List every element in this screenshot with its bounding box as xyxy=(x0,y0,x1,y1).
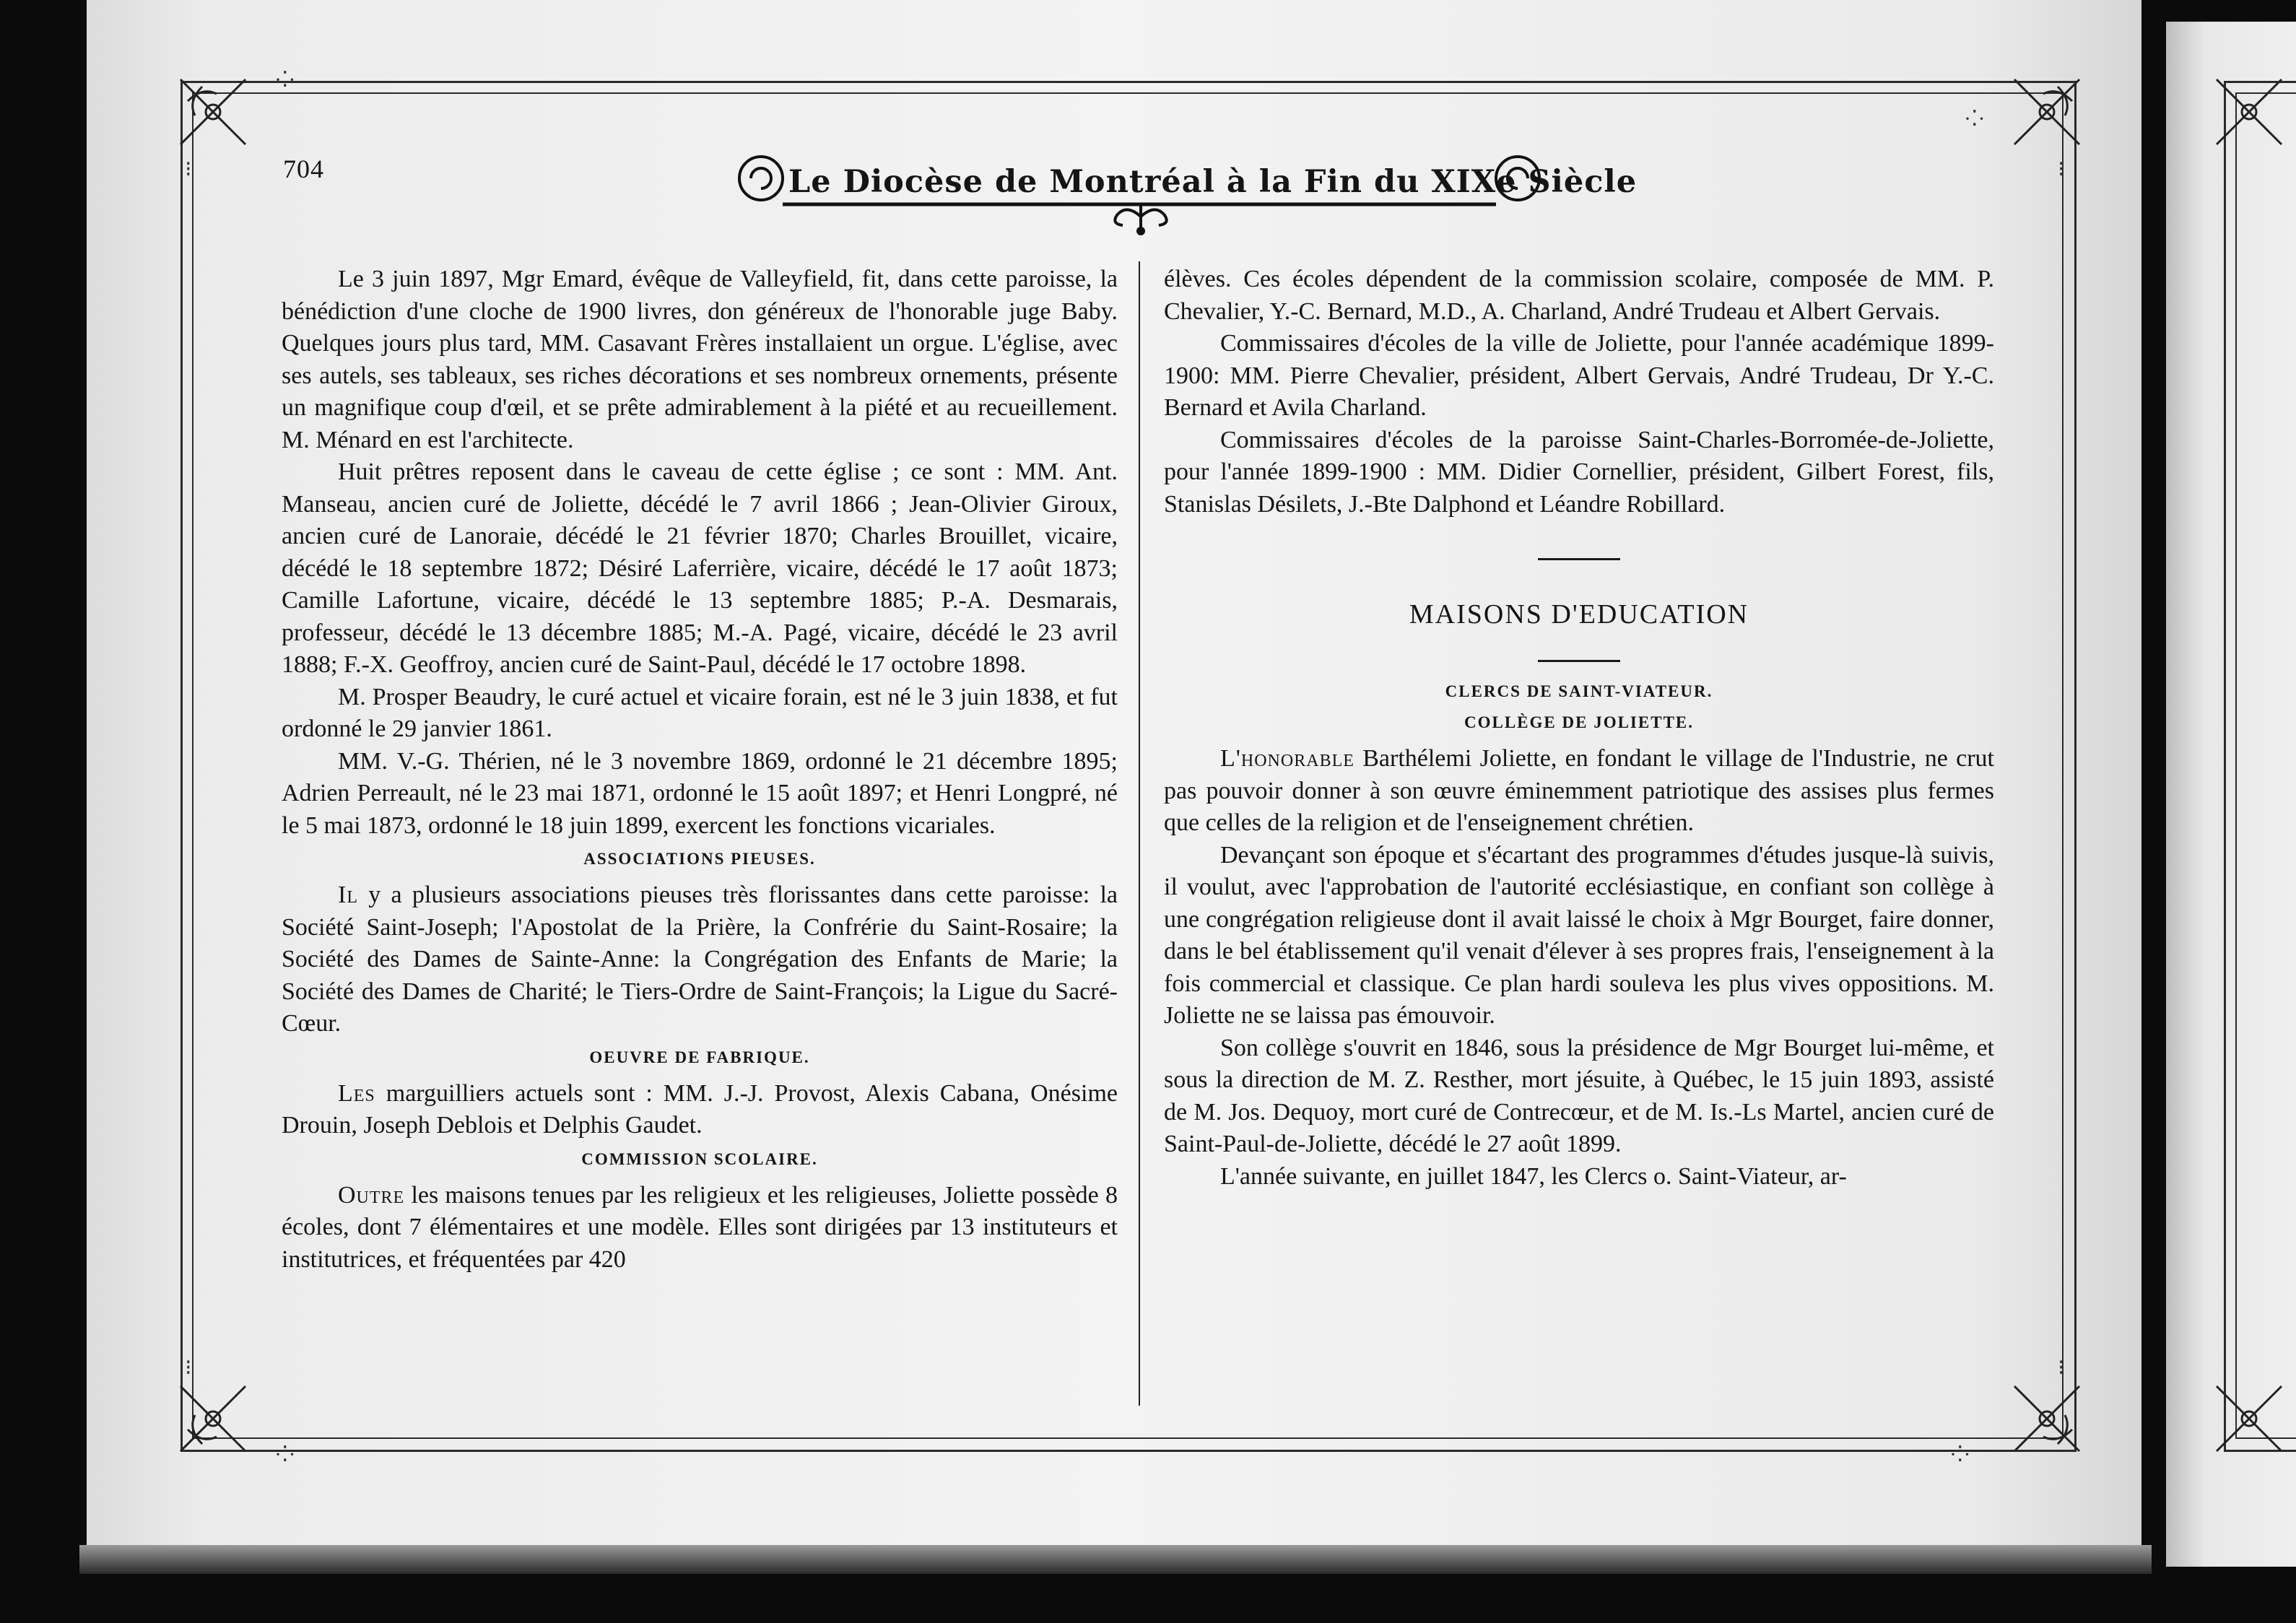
top-ornament-icon: ·⁚· xyxy=(1964,107,1986,131)
section-subheading: ASSOCIATIONS PIEUSES. xyxy=(583,850,816,868)
paragraph: élèves. Ces écoles dépendent de la commission scolaire, composée de MM. P. Chevalier, Y.-C. Bernard, M.D., A. Charland, André Trudeau et Albert Gervais. xyxy=(1164,266,1994,325)
side-ornament-icon: ⁝ xyxy=(185,157,192,181)
paragraph-text: marguilliers actuels sont : MM. J.-J. Provost, Alexis Cabana, Onésime Drouin, Joseph Deblois et Delphis Gaudet. xyxy=(282,1079,1118,1139)
paragraph xyxy=(282,879,1118,1040)
paragraph-text: Barthélemi Joliette, en fondant le village de l'Industrie, ne crut pas pouvoir donner à son œuvre éminemment patriotique des assises plus fermes que celles de la religion et de l'enseignement chrétien. xyxy=(1164,745,1994,836)
paragraph: L'année suivante, en juillet 1847, les Clercs o. Saint-Viateur, ar- xyxy=(1220,1162,1847,1190)
section-subheading: OEUVRE DE FABRIQUE. xyxy=(589,1048,810,1066)
corner-ornament-top-left xyxy=(173,72,253,152)
paragraph: MM. V.-G. Thérien, né le 3 novembre 1869, ordonné le 21 décembre 1895; Adrien Perreault, né le 23 mai 1871, ordonné le 15 août 1897; et Henri Longpré, né le 5 mai 1873, ordonné le 18 juin 1899, exercent les fonctions vicariales. xyxy=(282,747,1118,839)
bottom-ornament-icon: ·⁚· xyxy=(274,1443,296,1466)
corner-ornament-bottom-right xyxy=(2007,1379,2087,1458)
side-ornament-icon: ⁝ xyxy=(2058,157,2065,181)
corner-ornament-bottom-left xyxy=(173,1379,253,1458)
adjacent-corner-ornament-bottom xyxy=(2209,1379,2289,1458)
section-rule xyxy=(1538,558,1620,560)
adjacent-page-border-inner xyxy=(2235,92,2296,1439)
page-number: 704 xyxy=(283,155,324,183)
side-ornament-icon: ⁝ xyxy=(2058,1356,2065,1380)
paragraph xyxy=(282,1180,1118,1276)
section-title: MAISONS D'EDUCATION xyxy=(1409,599,1749,630)
paragraph: Commissaires d'écoles de la paroisse Saint-Charles-Borromée-de-Joliette, pour l'année 1899-1900 : MM. Didier Cornellier, président, Gilbert Forest, fils, Stanislas Désilets, J.-Bte Dalphond et Léandre Robillard. xyxy=(1164,426,1994,518)
paragraph: Commissaires d'écoles de la ville de Joliette, pour l'année académique 1899-1900: MM. Pierre Chevalier, président, Albert Gervais, André Trudeau, Dr Y.-C. Bernard et Avila Charland. xyxy=(1164,330,1994,421)
paragraph-text: les maisons tenues par les religieux et les religieuses, Joliette possède 8 écoles, dont 7 élémentaires et une modèle. Elles sont dirigées par 13 instituteurs et institutrices, et fréquentées par 420 xyxy=(282,1181,1118,1273)
paragraph: Devançant son époque et s'écartant des programmes d'études jusque-là suivis, il voulut, avec l'approbation de l'autorité ecclésiastique, en confiant son collège à une congrégation religieuse dont il avait laissé le choix à Mgr Bourget, faire donner, dans le bel établissement qu'il venait d'élever à ses propres frais, l'enseignement à la fois commercial et classique. Ce plan hardi souleva les plus vives oppositions. M. Joliette ne se laissa pas émouvoir. xyxy=(1164,841,1994,1029)
paragraph xyxy=(282,1078,1118,1142)
section-subheading: COMMISSION SCOLAIRE. xyxy=(581,1149,818,1168)
flourish-icon xyxy=(1108,202,1173,235)
paragraph-lead: Les xyxy=(338,1079,375,1107)
side-ornament-icon: ⁝ xyxy=(185,1356,192,1380)
paragraph: M. Prosper Beaudry, le curé actuel et vicaire forain, est né le 3 juin 1838, et fut ordonné le 29 janvier 1861. xyxy=(282,683,1118,742)
paragraph-lead: L'honorable xyxy=(1220,745,1354,772)
paragraph-text: y a plusieurs associations pieuses très florissantes dans cette paroisse: la Société Saint-Joseph; l'Apostolat de la Prière, la Confrérie du Saint-Rosaire; la Société des Dames de Sainte-Anne: la Congrégation des Enfants de Marie; la Société des Dames de Charité; le Tiers-Ordre de Saint-François; la Ligue du Sacré-Cœur. xyxy=(282,882,1118,1037)
adjacent-corner-ornament-top xyxy=(2209,72,2289,152)
paragraph: Huit prêtres reposent dans le caveau de cette église ; ce sont : MM. Ant. Manseau, ancien curé de Joliette, décédé le 7 avril 1866 ; Jean-Olivier Giroux, ancien curé de Lanoraie, décédé le 21 février 1870; Charles Brouillet, vicaire, décédé le 18 septembre 1872; Désiré Laferrière, vicaire, décédé le 17 août 1873; Camille Lafortune, vicaire, décédé le 13 septembre 1885; P.-A. Desmarais, professeur, décédé le 13 décembre 1885; M.-A. Pagé, vicaire, décédé le 23 avril 1888; F.-X. Geoffroy, ancien curé de Saint-Paul, décédé le 17 octobre 1898. xyxy=(282,458,1118,678)
top-ornament-icon: ·⁚· xyxy=(274,68,296,92)
paragraph: Son collège s'ouvrit en 1846, sous la présidence de Mgr Bourget lui-même, et sous la direction de M. Z. Resther, mort jésuite, à Québec, le 15 juin 1893, assisté de M. Jos. Dequoy, mort curé de Contrecœur, et de M. Is.-Ls Martel, ancien curé de Saint-Paul-de-Joliette, décédé le 27 août 1899. xyxy=(1164,1034,1994,1157)
paragraph xyxy=(1164,743,1994,840)
page-edge-shadow xyxy=(79,1545,2152,1574)
section-subheading: COLLÈGE DE JOLIETTE. xyxy=(1464,713,1694,731)
paragraph-lead: Outre xyxy=(338,1181,405,1209)
paragraph-lead: Il xyxy=(338,882,358,908)
column-divider xyxy=(1139,261,1140,1406)
left-column xyxy=(282,264,1118,1276)
paragraph: Le 3 juin 1897, Mgr Emard, évêque de Valleyfield, fit, dans cette paroisse, la bénédiction d'une cloche de 1900 livres, don généreux de l'honorable juge Baby. Quelques jours plus tard, MM. Casavant Frères installaient un orgue. L'église, avec ses autels, ses tableaux, ses riches décorations et ses nombreux ornements, présente un magnifique coup d'œil, et se prête admirablement à la piété et au recueillement. M. Ménard en est l'architecte. xyxy=(282,266,1118,453)
bottom-ornament-icon: ·⁚· xyxy=(1949,1443,1971,1466)
corner-ornament-top-right xyxy=(2007,72,2087,152)
running-title: Le Diocèse de Montréal à la Fin du XIXe Siècle xyxy=(788,164,1638,200)
section-rule xyxy=(1538,660,1620,662)
right-column xyxy=(1164,264,1994,1193)
section-subheading: CLERCS DE SAINT-VIATEUR. xyxy=(1445,682,1713,700)
